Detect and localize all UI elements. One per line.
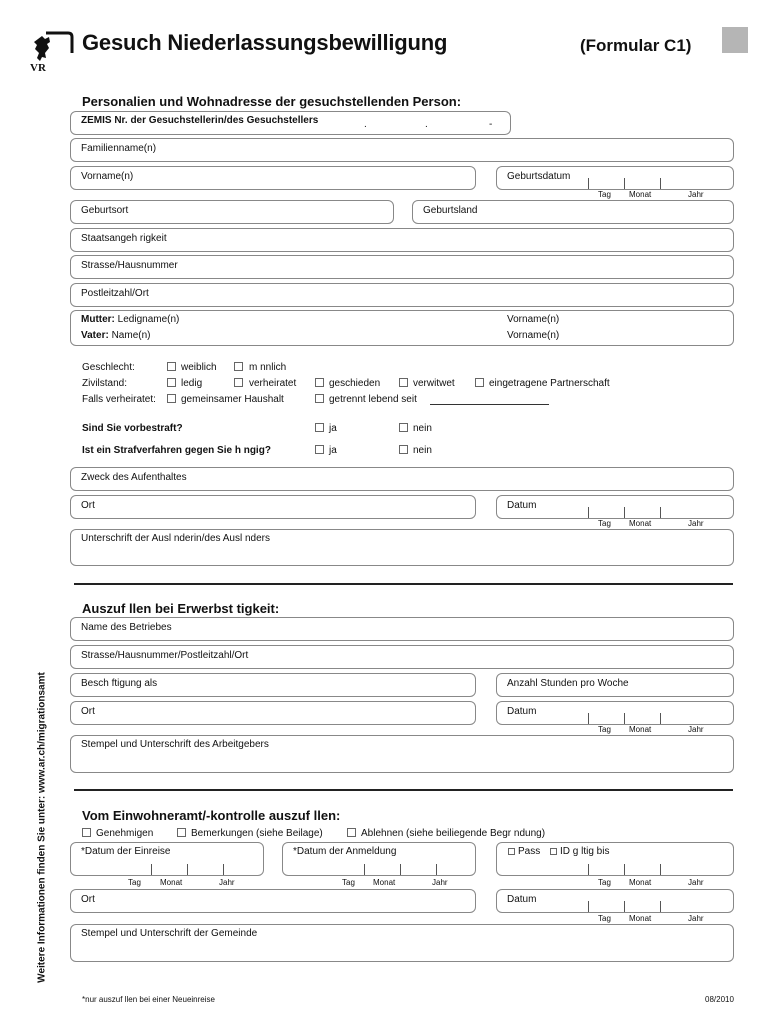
betrieb-field[interactable] xyxy=(70,617,734,641)
coat-of-arms-logo xyxy=(28,31,74,73)
mutter-vorname-label: Vorname(n) xyxy=(507,314,560,325)
gemeinde-ort-label: Ort xyxy=(81,894,95,905)
gemeinsam-label: gemeinsamer Haushalt xyxy=(181,394,284,405)
genehmigen-checkbox[interactable] xyxy=(82,828,91,837)
date-unit-monat: Monat xyxy=(629,519,652,528)
verwitwet-label: verwitwet xyxy=(413,378,455,389)
ja-label: ja xyxy=(329,445,337,456)
date-unit-tag: Tag xyxy=(598,725,611,734)
mutter-line: Mutter: Ledigname(n) xyxy=(81,314,180,325)
zemis-field[interactable] xyxy=(70,111,511,135)
maennlich-label: m nnlich xyxy=(249,362,287,373)
bemerkungen-label: Bemerkungen (siehe Beilage) xyxy=(191,828,323,839)
genehmigen-label: Genehmigen xyxy=(96,828,154,839)
date-unit-jahr: Jahr xyxy=(688,878,704,887)
gemeinde-datum-label: Datum xyxy=(507,894,537,905)
verwitwet-checkbox[interactable] xyxy=(399,378,408,387)
section-divider xyxy=(74,789,733,791)
section-heading-personalien: Personalien und Wohnadresse der gesuchstellenden Person: xyxy=(82,94,462,109)
zemis-label: ZEMIS Nr. der Gesuchstellerin/des Gesuchstellers xyxy=(81,115,319,126)
ablehnen-checkbox[interactable] xyxy=(347,828,356,837)
nein-label: nein xyxy=(413,445,432,456)
pass-id-field[interactable] xyxy=(496,842,734,876)
stunden-label: Anzahl Stunden pro Woche xyxy=(507,678,629,689)
unterschrift-field[interactable] xyxy=(70,529,734,566)
section-heading-einwohneramt: Vom Einwohneramt/-kontrolle auszuf llen: xyxy=(82,808,341,823)
date-unit-jahr: Jahr xyxy=(432,878,448,887)
gemeinde-stempel-field[interactable] xyxy=(70,924,734,962)
nein-label: nein xyxy=(413,423,432,434)
ort-field[interactable] xyxy=(70,495,476,519)
zweck-field[interactable] xyxy=(70,467,734,491)
date-unit-tag: Tag xyxy=(128,878,141,887)
vater-vorname-label: Vorname(n) xyxy=(507,330,560,341)
geburtsort-label: Geburtsort xyxy=(81,205,129,216)
arbeitgeber-datum-label: Datum xyxy=(507,706,537,717)
arbeitgeber-stempel-label: Stempel und Unterschrift des Arbeitgebers xyxy=(81,739,269,750)
einreise-label: *Datum der Einreise xyxy=(81,846,171,857)
date-unit-monat: Monat xyxy=(629,725,652,734)
plz-ort-label: Postleitzahl/Ort xyxy=(81,288,149,299)
vorbestraft-ja-checkbox[interactable] xyxy=(315,423,324,432)
zemis-separator: . xyxy=(364,119,367,130)
eltern-field[interactable] xyxy=(70,310,734,346)
familienname-field[interactable] xyxy=(70,138,734,162)
pass-label: Pass xyxy=(518,846,541,857)
getrennt-label: getrennt lebend seit xyxy=(329,394,417,405)
vater-line: Vater: Name(n) xyxy=(81,330,151,341)
logo-text: VR xyxy=(30,62,46,73)
geschieden-label: geschieden xyxy=(329,378,381,389)
pass-checkbox[interactable] xyxy=(508,848,515,855)
date-unit-tag: Tag xyxy=(598,914,611,923)
footnote: *nur auszuf llen bei einer Neueinreise xyxy=(82,995,215,1004)
geburtsland-label: Geburtsland xyxy=(423,205,478,216)
page-title: Gesuch Niederlassungsbewilligung xyxy=(82,30,448,55)
verheiratet-checkbox[interactable] xyxy=(234,378,243,387)
ledig-label: ledig xyxy=(181,378,203,389)
einreise-field[interactable] xyxy=(70,842,264,876)
getrennt-checkbox[interactable] xyxy=(315,394,324,403)
familienname-label: Familienname(n) xyxy=(81,143,157,154)
bemerkungen-checkbox[interactable] xyxy=(177,828,186,837)
maennlich-checkbox[interactable] xyxy=(234,362,243,371)
arbeitgeber-stempel-field[interactable] xyxy=(70,735,734,773)
form-number: (Formular C1) xyxy=(580,36,692,55)
verheiratet-label: verheiratet xyxy=(249,378,297,389)
date-unit-jahr: Jahr xyxy=(688,914,704,923)
version-label: 08/2010 xyxy=(705,995,734,1004)
beschaeftigung-field[interactable] xyxy=(70,673,476,697)
unterschrift-label: Unterschrift der Ausl nderin/des Ausl nders xyxy=(81,533,270,544)
ledig-checkbox[interactable] xyxy=(167,378,176,387)
date-unit-jahr: Jahr xyxy=(219,878,235,887)
vorname-field[interactable] xyxy=(70,166,476,190)
weiblich-label: weiblich xyxy=(181,362,217,373)
ablehnen-label: Ablehnen (siehe beiliegende Begr ndung) xyxy=(361,828,546,839)
date-unit-jahr: Jahr xyxy=(688,190,704,199)
id-checkbox[interactable] xyxy=(550,848,557,855)
date-unit-monat: Monat xyxy=(373,878,396,887)
staatsangehoerigkeit-field[interactable] xyxy=(70,228,734,252)
strasse-label: Strasse/Hausnummer xyxy=(81,260,178,271)
getrennt-seit-line[interactable] xyxy=(430,404,549,405)
date-unit-tag: Tag xyxy=(598,190,611,199)
arbeitgeber-ort-field[interactable] xyxy=(70,701,476,725)
section-heading-erwerb: Auszuf llen bei Erwerbst tigkeit: xyxy=(82,601,280,616)
anmeldung-field[interactable] xyxy=(282,842,476,876)
geburtsland-field[interactable] xyxy=(412,200,734,224)
ja-label: ja xyxy=(329,423,337,434)
date-unit-jahr: Jahr xyxy=(688,519,704,528)
zivilstand-label: Zivilstand: xyxy=(82,378,128,389)
zweck-label: Zweck des Aufenthaltes xyxy=(81,472,187,483)
datum-field[interactable] xyxy=(496,495,734,519)
date-unit-tag: Tag xyxy=(598,519,611,528)
date-unit-monat: Monat xyxy=(629,878,652,887)
strafverfahren-nein-checkbox[interactable] xyxy=(399,445,408,454)
section-divider xyxy=(74,583,733,585)
strasse-field[interactable] xyxy=(70,255,734,279)
vorbestraft-label: Sind Sie vorbestraft? xyxy=(82,423,183,434)
betrieb-adresse-label: Strasse/Hausnummer/Postleitzahl/Ort xyxy=(81,650,249,661)
partnerschaft-label: eingetragene Partnerschaft xyxy=(489,378,610,389)
ort-label: Ort xyxy=(81,500,95,511)
weiblich-checkbox[interactable] xyxy=(167,362,176,371)
date-unit-tag: Tag xyxy=(342,878,355,887)
strafverfahren-ja-checkbox[interactable] xyxy=(315,445,324,454)
date-unit-jahr: Jahr xyxy=(688,725,704,734)
gemeinsam-checkbox[interactable] xyxy=(167,394,176,403)
date-unit-monat: Monat xyxy=(629,914,652,923)
geschlecht-label: Geschlecht: xyxy=(82,362,135,373)
arbeitgeber-datum-field[interactable] xyxy=(496,701,734,725)
geschieden-checkbox[interactable] xyxy=(315,378,324,387)
date-unit-monat: Monat xyxy=(160,878,183,887)
beschaeftigung-label: Besch ftigung als xyxy=(81,678,158,689)
geburtsdatum-field[interactable] xyxy=(496,166,734,190)
staatsangehoerigkeit-label: Staatsangeh rigkeit xyxy=(81,233,167,244)
datum-label: Datum xyxy=(507,500,537,511)
betrieb-label: Name des Betriebes xyxy=(81,622,172,633)
falls-verheiratet-label: Falls verheiratet: xyxy=(82,394,156,405)
geburtsdatum-label: Geburtsdatum xyxy=(507,171,571,182)
gemeinde-ort-field[interactable] xyxy=(70,889,476,913)
strafverfahren-label: Ist ein Strafverfahren gegen Sie h ngig? xyxy=(82,445,271,456)
zemis-separator: - xyxy=(489,119,493,130)
arbeitgeber-ort-label: Ort xyxy=(81,706,95,717)
side-info-text: Weitere Informationen finden Sie unter: www.ar.ch/migrationsamt xyxy=(36,672,48,983)
anmeldung-label: *Datum der Anmeldung xyxy=(293,846,397,857)
gemeinde-stempel-label: Stempel und Unterschrift der Gemeinde xyxy=(81,928,258,939)
date-unit-tag: Tag xyxy=(598,878,611,887)
date-unit-monat: Monat xyxy=(629,190,652,199)
partnerschaft-checkbox[interactable] xyxy=(475,378,484,387)
betrieb-adresse-field[interactable] xyxy=(70,645,734,669)
gemeinde-datum-field[interactable] xyxy=(496,889,734,913)
gray-marker-box xyxy=(722,27,748,53)
plz-ort-field[interactable] xyxy=(70,283,734,307)
stunden-field[interactable] xyxy=(496,673,734,697)
vorbestraft-nein-checkbox[interactable] xyxy=(399,423,408,432)
geburtsort-field[interactable] xyxy=(70,200,394,224)
vorname-label: Vorname(n) xyxy=(81,171,134,182)
gueltig-label: ID g ltig bis xyxy=(560,846,610,857)
zemis-separator: . xyxy=(425,119,428,130)
